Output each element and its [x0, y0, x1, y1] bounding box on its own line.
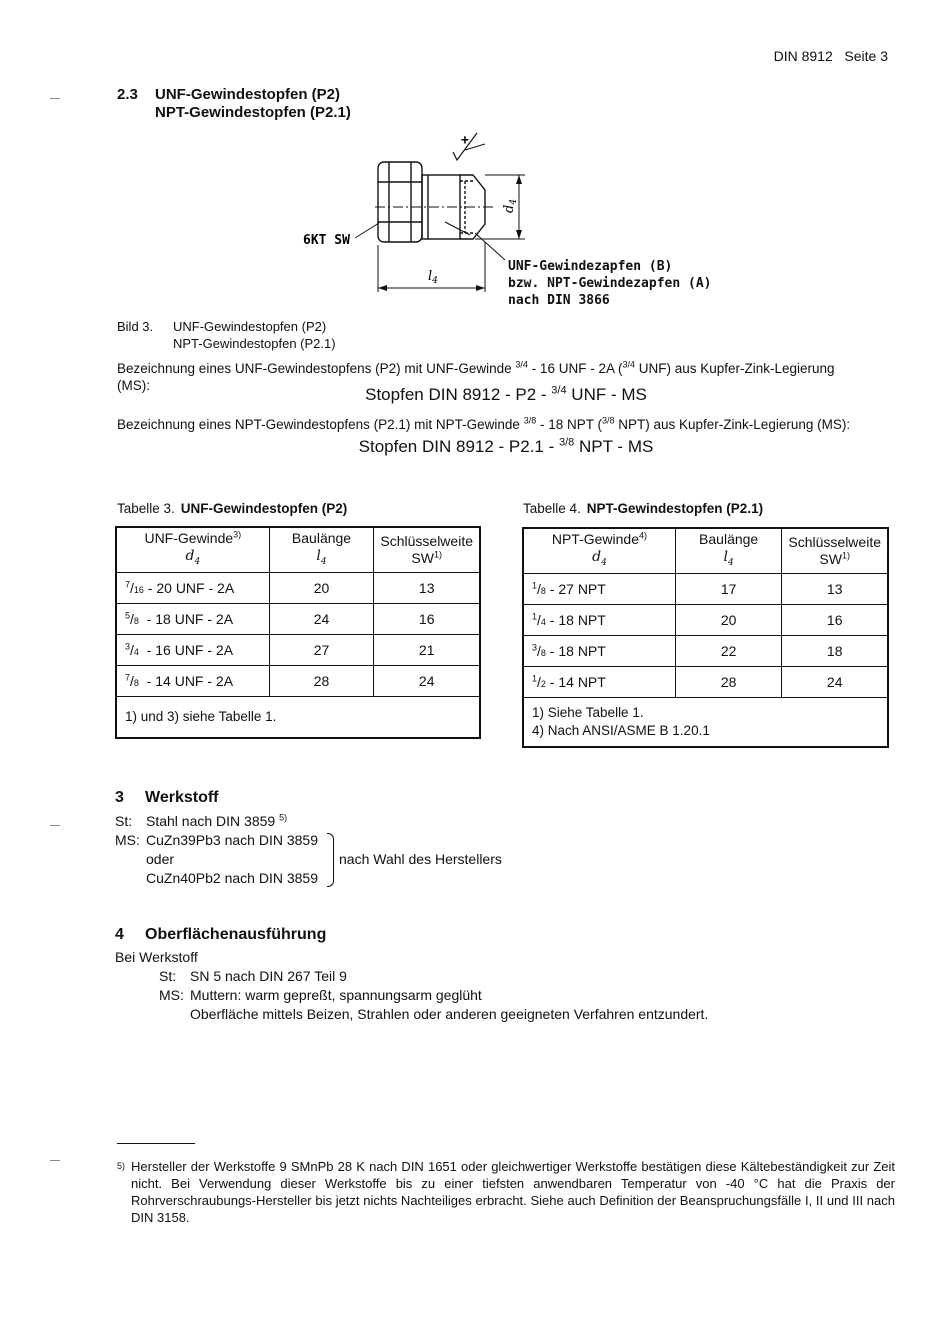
- cell-sw: 16: [782, 605, 888, 636]
- text-segment: - 18 NPT (: [536, 417, 602, 432]
- header-label: Baulänge: [291, 529, 352, 546]
- designation-npt: [117, 416, 895, 433]
- header-label: Schlüsselweite: [788, 534, 881, 550]
- thread-text: - 18 UNF - 2A: [138, 611, 234, 627]
- header-sup: 4): [639, 529, 648, 540]
- caption-number: Bild 3.: [117, 319, 154, 334]
- thread-text: - 27 NPT: [545, 581, 606, 597]
- hatch-leader: [445, 222, 470, 235]
- sw-leader: [355, 223, 379, 238]
- formula-fraction: 3/4: [551, 384, 567, 397]
- designation-npt-text: [117, 416, 895, 433]
- figure-note-line2: bzw. NPT-Gewindezapfen (A): [508, 276, 712, 291]
- header-sup: 1): [433, 549, 442, 560]
- section-number: 3: [115, 789, 124, 806]
- cell-length: 24: [269, 604, 374, 635]
- formula-npt: [117, 437, 895, 457]
- header-label: Baulänge: [699, 530, 759, 547]
- formula-text: UNF - MS: [566, 385, 647, 404]
- label-d4: $d_4$: [502, 198, 519, 213]
- arrowhead: [516, 175, 522, 184]
- figure-note-line3: nach DIN 3866: [508, 293, 610, 308]
- cell-sw: 13: [374, 573, 480, 604]
- section-title: Oberflächenausführung: [145, 926, 327, 943]
- header-symbol: $d_4$: [592, 548, 607, 568]
- header-sup: 1): [841, 550, 850, 561]
- table-row: [523, 667, 888, 698]
- material-label: St:: [115, 813, 133, 829]
- table-row: [116, 573, 480, 604]
- material-text: Stahl nach DIN 3859: [146, 813, 276, 829]
- caption-line1: UNF-Gewindestopfen (P2): [173, 319, 327, 334]
- text-segment: - 16 UNF - 2A (: [527, 361, 623, 376]
- material-ms: [115, 831, 715, 888]
- frac-num: 7: [125, 672, 131, 683]
- table-caption-title: UNF-Gewindestopfen (P2): [180, 501, 348, 516]
- material-text: oder: [146, 851, 175, 867]
- frac-num: 1: [532, 580, 538, 591]
- fraction: 3/8: [523, 415, 537, 426]
- table4: [522, 527, 889, 748]
- section-number: 4: [115, 926, 124, 943]
- cell-length: 28: [269, 666, 374, 697]
- cell-length: 22: [675, 636, 782, 667]
- frac-num: 1: [532, 611, 538, 622]
- frac-num: 3: [532, 642, 538, 653]
- header-length: [269, 527, 374, 573]
- label-sw: 6KT SW: [303, 233, 350, 248]
- header-label: NPT-Gewinde: [551, 530, 640, 547]
- frac-num: 5: [125, 610, 131, 621]
- frac-den: 16: [133, 585, 144, 595]
- fraction: 3/8: [602, 415, 615, 426]
- text-segment: UNF) aus Kupfer-Zink-Legierung: [634, 361, 835, 376]
- cell-length: 27: [269, 635, 374, 666]
- cell-sw: 24: [782, 667, 888, 698]
- figure-note-line1: UNF-Gewindezapfen (B): [508, 259, 673, 274]
- figure-note: [508, 258, 712, 309]
- designation-unf-ms: (MS):: [117, 378, 150, 393]
- footnote-rule: [117, 1143, 195, 1144]
- section-title-line1: UNF-Gewindestopfen (P2): [155, 86, 341, 103]
- cell-length: 17: [675, 574, 782, 605]
- table-row: [116, 604, 480, 635]
- arrowhead: [476, 285, 485, 291]
- table-row: [116, 635, 480, 666]
- footnote-ref: 5): [279, 812, 288, 823]
- thread-text: - 18 NPT: [545, 612, 606, 628]
- finish-text: SN 5 nach DIN 267 Teil 9: [190, 968, 347, 984]
- label-l4: $l_4$: [428, 269, 438, 286]
- cell-thread: $^3$/8 - 18 NPT: [523, 636, 675, 667]
- fraction: 3/4: [515, 359, 528, 370]
- formula-text: Stopfen DIN 8912 - P2.1 -: [358, 437, 559, 456]
- brace-icon: [327, 833, 334, 887]
- header-symbol: SW: [819, 551, 842, 567]
- header-label: UNF-Gewinde: [144, 529, 234, 546]
- footnote-marker: 5): [117, 1161, 126, 1171]
- table-caption-label: Tabelle 4.: [523, 501, 581, 516]
- table3-container: [115, 526, 481, 739]
- header-symbol: SW: [411, 550, 434, 566]
- table-note-row: [523, 698, 888, 748]
- frac-den: 2: [540, 679, 546, 689]
- table-note-line: 1) Siehe Tabelle 1.: [532, 705, 644, 720]
- finish-text: Muttern: warm gepreßt, spannungsarm geglüht: [190, 987, 482, 1003]
- formula-fraction: 3/8: [559, 436, 575, 449]
- header-symbol: $l_4$: [723, 548, 734, 568]
- frac-num: 7: [125, 579, 131, 590]
- cell-thread: $^1$/4 - 18 NPT: [523, 605, 675, 636]
- material-label: MS:: [159, 987, 184, 1003]
- frac-den: 4: [540, 617, 546, 627]
- material-text: CuZn40Pb2 nach DIN 3859: [146, 870, 318, 886]
- table-note: 1) und 3) siehe Tabelle 1.: [116, 697, 480, 739]
- formula-text: Stopfen DIN 8912 - P2 -: [365, 385, 552, 404]
- figure-caption: [117, 318, 336, 352]
- header-symbol: $d_4$: [185, 547, 201, 567]
- thread-text: - 20 UNF - 2A: [143, 580, 235, 596]
- material-text: CuZn39Pb3 nach DIN 3859: [146, 832, 318, 848]
- section-4-body: [115, 948, 895, 1024]
- header-label: Schlüsselweite: [380, 533, 473, 549]
- text-segment: Bezeichnung eines UNF-Gewindestopfens (P2) mit UNF-Gewinde: [117, 361, 516, 376]
- table-note-row: [116, 697, 480, 739]
- cell-thread: $^5$/8 - 18 UNF - 2A: [116, 604, 269, 635]
- thread-text: - 18 NPT: [545, 643, 606, 659]
- section-title-line2: NPT-Gewindestopfen (P2.1): [155, 104, 351, 121]
- cell-sw: 18: [782, 636, 888, 667]
- page-header: DIN 8912 Seite 3: [773, 48, 888, 64]
- header-sw: [782, 528, 888, 574]
- text-segment: Bezeichnung eines NPT-Gewindestopfens (P2.1) mit NPT-Gewinde: [117, 417, 524, 432]
- frac-num: 3: [125, 641, 131, 652]
- material-choice: nach Wahl des Herstellers: [339, 851, 502, 867]
- table3: [115, 526, 481, 739]
- cell-thread: $^7$/8 - 14 UNF - 2A: [116, 666, 269, 697]
- material-label: MS:: [115, 832, 140, 848]
- header-symbol: $l_4$: [316, 547, 327, 567]
- cell-length: 20: [269, 573, 374, 604]
- table-header-row: [523, 528, 888, 574]
- header-thread: [116, 527, 269, 573]
- cell-thread: $^3$/4 - 16 UNF - 2A: [116, 635, 269, 666]
- frac-den: 8: [133, 678, 139, 688]
- formula-text: NPT - MS: [574, 437, 654, 456]
- finish-ms: [115, 986, 895, 1005]
- header-length: [675, 528, 782, 574]
- thread-text: - 16 UNF - 2A: [138, 642, 234, 658]
- table-header-row: [116, 527, 480, 573]
- section-2-3-heading: [117, 86, 351, 122]
- section-3-body: [115, 812, 715, 888]
- cell-length: 20: [675, 605, 782, 636]
- table4-container: [522, 527, 889, 748]
- cell-thread: $^7$/16 - 20 UNF - 2A: [116, 573, 269, 604]
- finish-st: [115, 967, 895, 986]
- table3-caption: [117, 501, 347, 516]
- hex-head: [378, 162, 422, 242]
- footnote: [117, 1158, 895, 1226]
- table-note-line: 4) Nach ANSI/ASME B 1.20.1: [532, 723, 710, 738]
- thread-text: - 14 NPT: [545, 674, 606, 690]
- header-thread: [523, 528, 675, 574]
- footnote-text: Hersteller der Werkstoffe 9 SMnPb 28 K nach DIN 1651 oder gleichwertiger Werkstoffe bestätigen diese Kältebeständigkeit zur Zeit nicht. Bei Verwendung dieser Werkstoffe bis zu einer tiefsten anwendbaren Temperatur von -40 °C hat die Praxis der Rohrverschraubungs-Hersteller bis jetzt nichts Nachteiliges erbracht. Siehe auch Definition der Beanspruchungsfälle I, II und III nach DIN 3158.: [131, 1159, 895, 1225]
- material-label: St:: [159, 968, 177, 984]
- cell-thread: $^1$/8 - 27 NPT: [523, 574, 675, 605]
- text-segment: NPT) aus Kupfer-Zink-Legierung (MS):: [614, 417, 851, 432]
- section-4-heading: [115, 926, 326, 944]
- frac-num: 1: [532, 673, 538, 684]
- table4-caption: [523, 501, 763, 516]
- table-row: [523, 636, 888, 667]
- cell-length: 28: [675, 667, 782, 698]
- finish-text: Oberfläche mittels Beizen, Strahlen oder anderen geeigneten Verfahren entzundert.: [190, 1006, 709, 1022]
- table-caption-title: NPT-Gewindestopfen (P2.1): [586, 501, 764, 516]
- cell-thread: $^1$/2 - 14 NPT: [523, 667, 675, 698]
- thread-text: - 14 UNF - 2A: [138, 673, 234, 689]
- arrowhead: [378, 285, 387, 291]
- formula-unf: [117, 385, 895, 405]
- note-leader: [475, 233, 505, 260]
- margin-mark: [50, 825, 60, 826]
- cell-sw: 21: [374, 635, 480, 666]
- section-number: 2.3: [117, 86, 138, 103]
- cell-sw: 13: [782, 574, 888, 605]
- table-row: [116, 666, 480, 697]
- table-row: [523, 574, 888, 605]
- cell-sw: 24: [374, 666, 480, 697]
- fraction: 3/4: [622, 359, 635, 370]
- header-sw: [374, 527, 480, 573]
- margin-mark: [50, 98, 60, 99]
- label-plus: +: [461, 133, 469, 148]
- frac-den: 8: [133, 616, 139, 626]
- designation-unf-text: [117, 360, 895, 377]
- table-caption-label: Tabelle 3.: [117, 501, 175, 516]
- header-sup: 3): [233, 528, 242, 539]
- frac-den: 4: [133, 647, 139, 657]
- section-title: Werkstoff: [145, 789, 219, 806]
- frac-den: 8: [540, 648, 546, 658]
- cell-sw: 16: [374, 604, 480, 635]
- section-3-heading: [115, 789, 219, 807]
- frac-den: 8: [540, 586, 546, 596]
- table-note: [523, 698, 888, 748]
- section-intro: Bei Werkstoff: [115, 949, 198, 965]
- arrowhead: [516, 230, 522, 239]
- material-st: [115, 812, 715, 831]
- caption-line2: NPT-Gewindestopfen (P2.1): [173, 336, 336, 351]
- table-row: [523, 605, 888, 636]
- margin-mark: [50, 1160, 60, 1161]
